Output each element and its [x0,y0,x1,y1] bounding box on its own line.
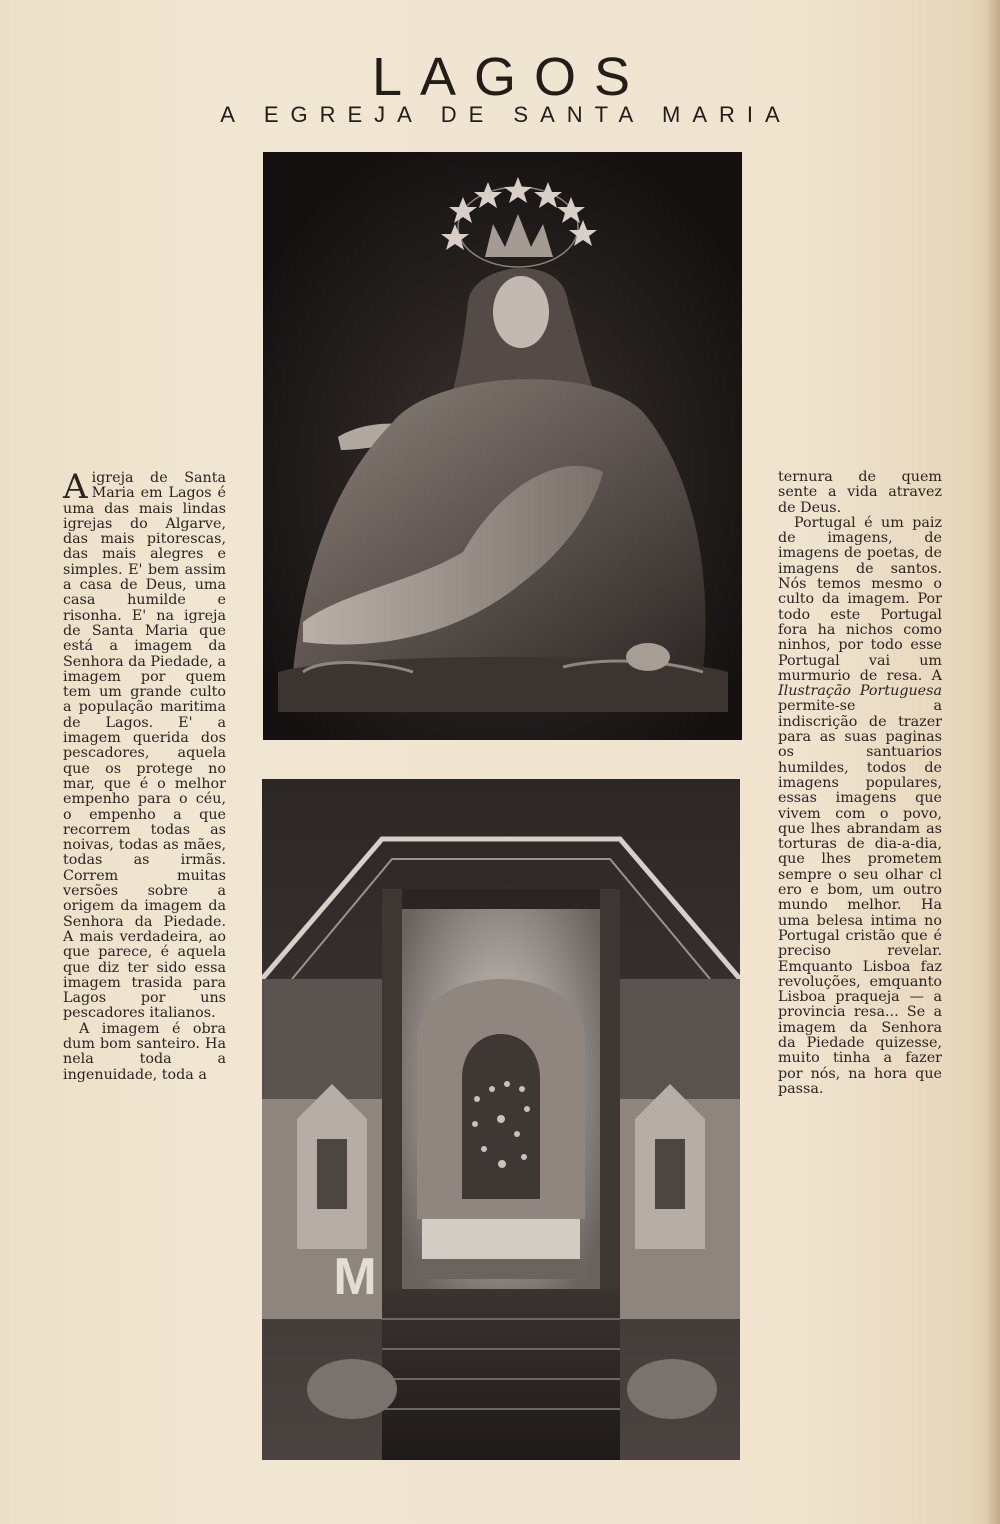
pieta-statue-photo [263,152,742,740]
left-text-column [63,467,226,1083]
left-paragraph-1: igreja de Santa Maria em Lagos é uma das mais lindas igrejas do Algarve, das mais pitorescas, das mais alegres e simples. E' bem assim a casa de Deus, uma casa humilde e risonha. E' na igreja de Santa Maria que está a imagem da Senhora da Piedade, a imagem por quem tem um grande culto a população maritima de Lagos. E' a imagem querida dos pescadores, aquela que os protege no mar, que é o melhor empenho para o céu, o empenho a que recorrem todas as noivas, todas as mães, todas as irmãs. Correm muitas versões sobre a origem da imagem da Senhora da Piedade. A mais verdadeira, ao que parece, é aquela que diz ter sido essa imagem trasida para Lagos por uns pescadores italianos. [63,470,226,1022]
page-edge-shadow [986,0,1000,1524]
right-text-column [778,470,942,1097]
altar-letter-m: M [333,1248,377,1306]
page-title: LAGOS [371,47,649,107]
magazine-name-italic: Ilustração Portuguesa [778,683,942,700]
dropcap-letter: A [63,467,88,507]
page-subtitle: A EGREJA DE SANTA MARIA [220,102,792,127]
right-paragraph-2-start: Portugal é um paiz de imagens, de imagens de poetas, de imagens de santos. Nós temos mesmo o culto da imagem. Por todo este Portugal fora ha nichos como ninhos, por todo esse Portugal vai um murmurio de resa. A [778,514,942,684]
church-altar-photo [262,779,740,1460]
right-paragraph-2-end: permite-se a indiscrição de trazer para as suas paginas os santuarios humildes, todos de imagens populares, essas imagens que vivem com o povo, que lhes abrandam as torturas de dia-a-dia, que lhes prometem sempre o seu olhar cl ero e bom, um outro mundo melhor. Ha uma belesa intima no Portugal cristão que é preciso revelar. Emquanto Lisboa faz revoluções, emquanto Lisboa praqueja — a provincia resa... Se a imagem da Senhora da Piedade quizesse, muito tinha a fazer por nós, na hora que passa. [778,698,942,1097]
right-paragraph-1: ternura de quem sente a vida atravez de Deus. [778,469,942,516]
left-paragraph-2: A imagem é obra dum bom santeiro. Ha nela toda a ingenuidade, toda a [63,1020,226,1083]
